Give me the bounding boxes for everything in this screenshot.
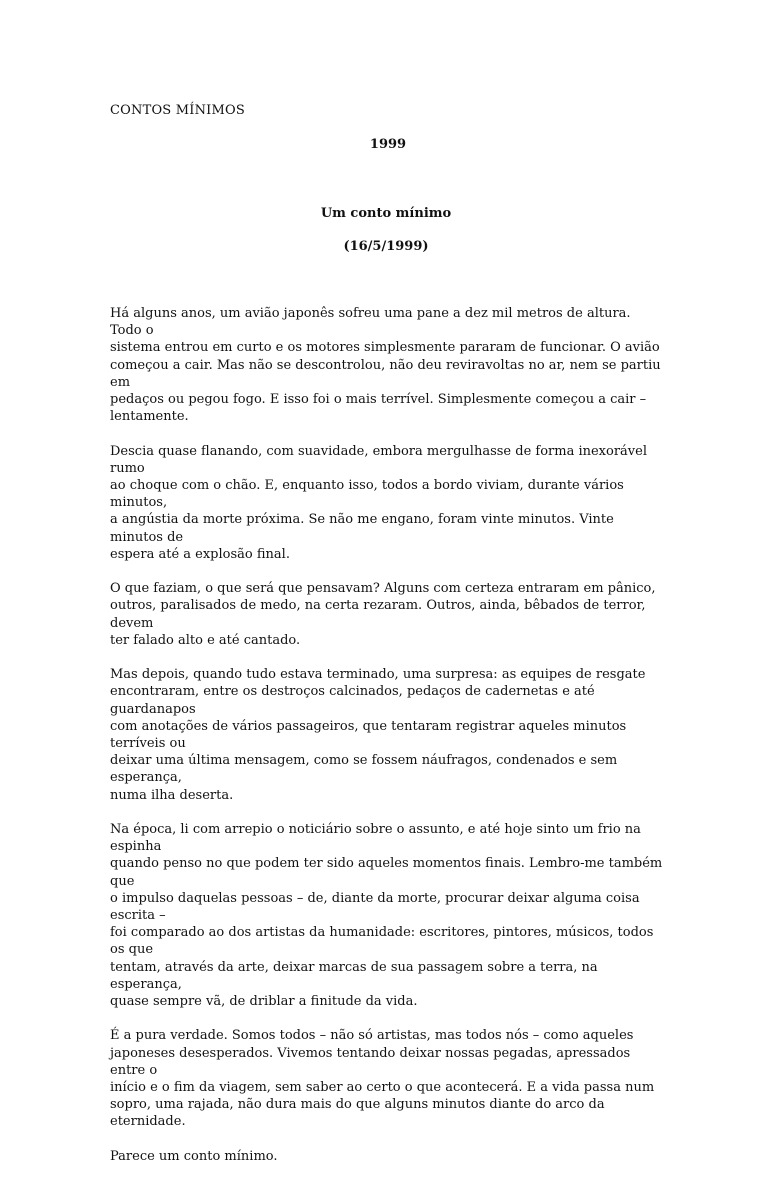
story-date: (16/5/1999)	[343, 239, 429, 254]
section-year: 1999	[369, 137, 407, 152]
paragraph: É a pura verdade. Somos todos – não só artistas, mas todos nós – como aqueles japoneses desesperados. Vivemos tentando deixar nossas pegadas, apressados entre o início e o fim da viagem, sem saber ao certo o que acontecerá. E a vida passa num sopro, uma rajada, não dura mais do que alguns minutos diante do arco da eternidade.	[110, 1028, 655, 1130]
paragraph: Na época, li com arrepio o noticiário sobre o assunto, e até hoje sinto um frio na espinha quando penso no que podem ter sido aqueles momentos finais. Lembro-me também que o impulso daquelas pessoas – de, diante da morte, procurar deixar alguma coisa escrita – foi comparado ao dos artistas da humanidade: escritores, pintores, músicos, todos os que tentam, através da arte, deixar marcas de sua passagem sobre a terra, na esperança, quase sempre vã, de driblar a finitude da vida.	[110, 822, 663, 1010]
story-title: Um conto mínimo	[320, 206, 452, 221]
document-header: CONTOS MÍNIMOS	[110, 103, 245, 118]
paragraph: Descia quase flanando, com suavidade, embora mergulhasse de forma inexorável rumo ao choque com o chão. E, enquanto isso, todos a bordo viviam, durante vários minutos, a angústia da morte próxima. Se não me engano, foram vinte minutos. Vinte minutos de espera até a explosão final.	[110, 443, 647, 562]
paragraph: Há alguns anos, um avião japonês sofreu uma pane a dez mil metros de altura. Todo o sistema entrou em curto e os motores simplesmente pararam de funcionar. O avião começou a cair. Mas não se descontrolou, não deu reviravoltas no ar, nem se partiu em pedaços ou pegou fogo. E isso foi o mais terrível. Simplesmente começou a cair – lentamente.	[110, 306, 661, 425]
paragraph: O que faziam, o que será que pensavam? Alguns com certeza entraram em pânico, outros, paralisados de medo, na certa rezaram. Outros, ainda, bêbados de terror, devem ter falado alto e até cantado.	[110, 581, 656, 648]
paragraph-closing: Parece um conto mínimo.	[110, 1148, 278, 1164]
story-body	[110, 305, 666, 1182]
paragraph: Mas depois, quando tudo estava terminado, uma surpresa: as equipes de resgate encontraram, entre os destroços calcinados, pedaços de cadernetas e até guardanapos com anotações de vários passageiros, que tentaram registrar aqueles minutos terríveis ou deixar uma última mensagem, como se fossem náufragos, condenados e sem esperança, numa ilha deserta.	[110, 667, 646, 803]
